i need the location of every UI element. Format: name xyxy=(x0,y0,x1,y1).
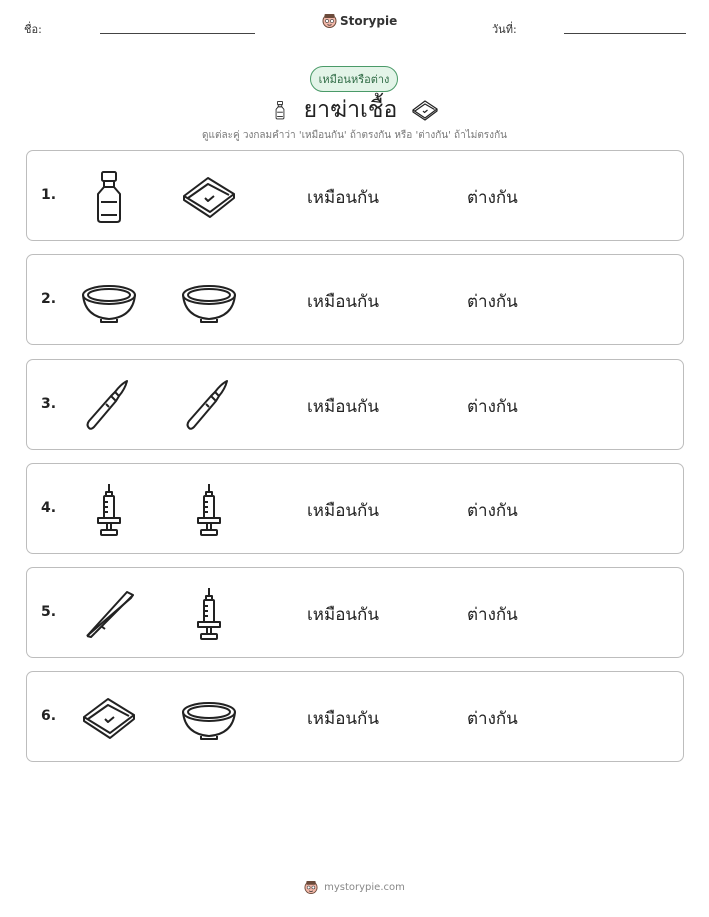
right-picture xyxy=(181,273,237,329)
brand-name: Storypie xyxy=(340,14,398,28)
syringe-icon xyxy=(181,482,237,538)
syringe-icon xyxy=(81,482,137,538)
footer-url: mystorypie.com xyxy=(324,882,405,893)
right-picture xyxy=(181,586,237,642)
same-option[interactable]: เหมือนกัน xyxy=(307,292,379,312)
title-row xyxy=(0,92,709,128)
syringe-icon xyxy=(181,586,237,642)
name-line[interactable] xyxy=(100,33,255,34)
different-option[interactable]: ต่างกัน xyxy=(467,188,518,208)
bowl-icon xyxy=(81,273,137,329)
footer xyxy=(0,880,709,895)
different-option[interactable]: ต่างกัน xyxy=(467,397,518,417)
page-title: ยาฆ่าเชื้อ xyxy=(303,97,398,123)
question-number: 3. xyxy=(41,396,57,412)
category-tag: เหมือนหรือต่าง xyxy=(310,66,398,92)
gauze-pad-icon xyxy=(181,169,237,225)
bowl-icon xyxy=(181,273,237,329)
left-picture xyxy=(81,273,137,329)
same-option[interactable]: เหมือนกัน xyxy=(307,501,379,521)
different-option[interactable]: ต่างกัน xyxy=(467,501,518,521)
question-row xyxy=(26,150,684,241)
same-option[interactable]: เหมือนกัน xyxy=(307,397,379,417)
left-picture xyxy=(81,482,137,538)
same-option[interactable]: เหมือนกัน xyxy=(307,188,379,208)
date-label: วันที่: xyxy=(492,23,517,36)
scalpel-icon xyxy=(181,378,237,434)
right-picture xyxy=(181,690,237,746)
date-line[interactable] xyxy=(564,33,686,34)
same-option[interactable]: เหมือนกัน xyxy=(307,605,379,625)
question-number: 6. xyxy=(41,708,57,724)
scalpel-icon xyxy=(81,378,137,434)
different-option[interactable]: ต่างกัน xyxy=(467,292,518,312)
question-row xyxy=(26,671,684,762)
left-picture xyxy=(81,586,137,642)
gauze-pad-icon xyxy=(411,96,439,124)
right-picture xyxy=(181,378,237,434)
different-option[interactable]: ต่างกัน xyxy=(467,605,518,625)
tweezers-icon xyxy=(81,586,137,642)
gauze-pad-icon xyxy=(81,690,137,746)
same-option[interactable]: เหมือนกัน xyxy=(307,709,379,729)
right-picture xyxy=(181,482,237,538)
question-row xyxy=(26,254,684,345)
left-picture xyxy=(81,378,137,434)
name-label: ชื่อ: xyxy=(24,23,42,36)
question-number: 2. xyxy=(41,291,57,307)
medicine-bottle-icon xyxy=(270,96,290,124)
question-row xyxy=(26,359,684,450)
question-number: 1. xyxy=(41,187,57,203)
question-row xyxy=(26,463,684,554)
storypie-mascot-icon xyxy=(322,13,337,29)
question-number: 4. xyxy=(41,500,57,516)
brand-logo xyxy=(322,13,397,29)
medicine-bottle-icon xyxy=(81,169,137,225)
bowl-icon xyxy=(181,690,237,746)
instructions-text: ดูแต่ละคู่ วงกลมคำว่า 'เหมือนกัน' ถ้าตรงกัน หรือ 'ต่างกัน' ถ้าไม่ตรงกัน xyxy=(202,130,507,141)
left-picture xyxy=(81,169,137,225)
left-picture xyxy=(81,690,137,746)
right-picture xyxy=(181,169,237,225)
different-option[interactable]: ต่างกัน xyxy=(467,709,518,729)
storypie-mascot-icon xyxy=(304,880,318,895)
question-number: 5. xyxy=(41,604,57,620)
question-row xyxy=(26,567,684,658)
